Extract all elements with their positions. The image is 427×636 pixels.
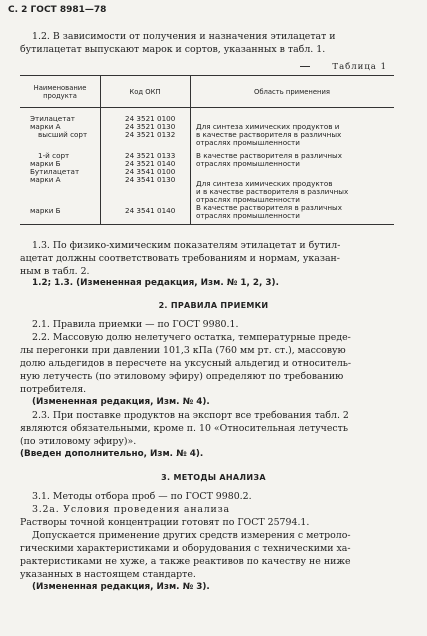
section-2-line: лы перегонки при давлении 101,3 кПа (760 мм рт. ст.), массовую — [20, 345, 346, 356]
table-cell: в качестве растворителя в различных — [196, 130, 342, 139]
intro-line-1: 1.2. В зависимости от получения и назначения этилацетат и — [32, 31, 336, 42]
table-header-product: Наименование продукта — [33, 84, 87, 100]
table-cell: 24 3521 0130 — [125, 122, 176, 131]
section-3-line: гическими характеристиками и оборудования с техническими ха- — [20, 543, 351, 554]
table-cell: Бутилацетат — [30, 167, 80, 176]
table-cell: Для синтеза химических продуктов и — [196, 122, 340, 131]
page-header: С. 2 ГОСТ 8981—78 — [8, 5, 107, 15]
section-2-line: 2.3. При поставке продуктов на экспорт все требования табл. 2 — [32, 410, 349, 421]
table-header-application: Область применения — [254, 88, 330, 96]
para-1-3-note: 1.2; 1.3. (Измененная редакция, Изм. № 1, 2, 3). — [32, 278, 279, 288]
table-cell: 24 3541 0100 — [125, 167, 176, 176]
table-title: Таблица 1 — [332, 62, 387, 72]
table-cell: марки А — [30, 122, 61, 131]
section-3-note: (Измененная редакция, Изм. № 3). — [32, 582, 210, 592]
table-cell: отраслях промышленности — [196, 195, 300, 204]
section-2-line: потребителя. — [20, 384, 87, 395]
section-2-line: долю альдегидов в пересчете на уксусный альдегид и относитель- — [20, 358, 352, 369]
section-2-line: являются обязательными, кроме п. 10 «Относительная летучесть — [20, 423, 348, 434]
table-cell: отраслях промышленности — [196, 138, 300, 147]
table-top-rule — [20, 75, 394, 76]
section-3-line: Растворы точной концентрации готовят по ГОСТ 25794.1. — [20, 517, 310, 528]
section-2-line: 2.2. Массовую долю нелетучего остатка, температурные преде- — [32, 332, 351, 343]
para-1-3-line-2: ацетат должны соответствовать требованиям и нормам, указан- — [20, 253, 340, 264]
table-bottom-rule — [20, 224, 394, 225]
table-header-code: Код ОКП — [129, 88, 161, 96]
table-cell: Для синтеза химических продуктов — [196, 179, 333, 188]
table-cell: В качестве растворителя в различных — [196, 151, 342, 160]
section-2-line: 2.1. Правила приемки — по ГОСТ 9980.1. — [32, 319, 239, 330]
section-2-line: ную летучесть (по этиловому эфиру) определяют по требованию — [20, 371, 344, 382]
table-header-rule — [20, 107, 394, 108]
table-cell: 1-й сорт — [38, 151, 70, 160]
table-cell: 24 3541 0130 — [125, 175, 176, 184]
table-col-divider-1 — [100, 75, 101, 224]
intro-line-2: бутилацетат выпускают марок и сортов, указанных в табл. 1. — [20, 44, 326, 55]
section-3-line: указанных в настоящем стандарте. — [20, 569, 196, 580]
section-3-line: рактеристиками не хуже, а также реактивов по качеству не ниже — [20, 556, 351, 567]
table-cell: Этилацетат — [30, 114, 75, 123]
table-cell: 24 3521 0140 — [125, 159, 176, 168]
section-3-line: 3.1. Методы отбора проб — по ГОСТ 9980.2. — [32, 491, 252, 502]
table-cell: марки Б — [30, 206, 61, 215]
table-cell: 24 3521 0133 — [125, 151, 176, 160]
table-cell: и в качестве растворителя в различных — [196, 187, 349, 196]
dash-mark — [300, 66, 310, 67]
table-cell: 24 3521 0100 — [125, 114, 176, 123]
section-2-note-1: (Измененная редакция, Изм. № 4). — [32, 397, 210, 407]
table-cell: отраслях промышленности — [196, 159, 300, 168]
para-1-3-line-1: 1.3. По физико-химическим показателям этилацетат и бутил- — [32, 240, 341, 251]
section-2-note-2: (Введен дополнительно, Изм. № 4). — [20, 449, 204, 459]
table-cell: марки Б — [30, 159, 61, 168]
table-cell: высший сорт — [38, 130, 88, 139]
section-3-line: Допускается применение других средств измерения с метроло- — [32, 530, 351, 541]
table-cell: марки А — [30, 175, 61, 184]
table-cell: 24 3541 0140 — [125, 206, 176, 215]
section-3-subheading: 3.2а. Условия проведения анализа — [32, 504, 230, 515]
table-cell: 24 3521 0132 — [125, 130, 176, 139]
section-3-title: 3. МЕТОДЫ АНАЛИЗА — [161, 473, 266, 482]
table-cell: В качестве растворителя в различных — [196, 203, 342, 212]
section-2-title: 2. ПРАВИЛА ПРИЕМКИ — [158, 301, 269, 310]
table-cell: отраслях промышленности — [196, 211, 300, 220]
table-col-divider-2 — [190, 75, 191, 224]
para-1-3-line-3: ным в табл. 2. — [20, 266, 90, 277]
section-2-line: (по этиловому эфиру)». — [20, 436, 137, 447]
